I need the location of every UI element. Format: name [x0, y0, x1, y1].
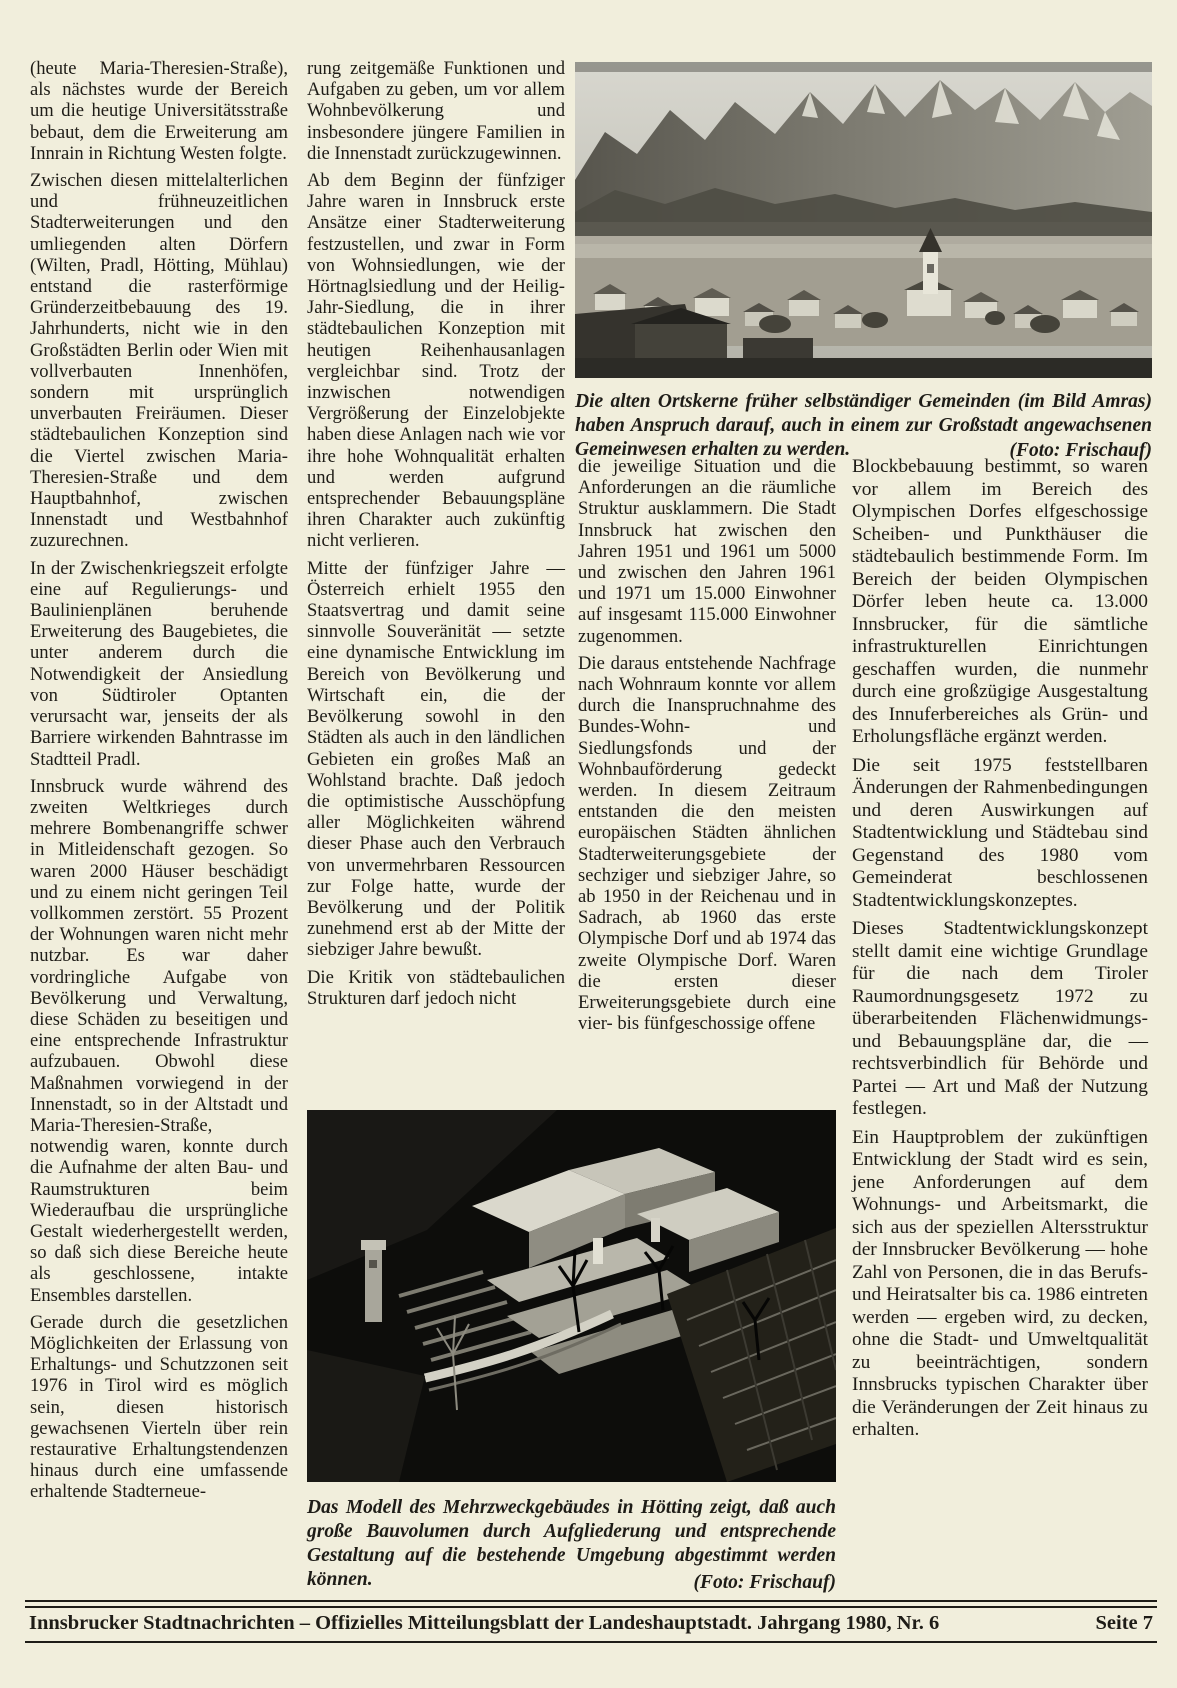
body-paragraph: Dieses Stadtentwicklungskonzept stellt damit eine wichtige Grundlage für die nach dem Tiroler Raumordnungsgesetz 1972 zu überarbeitenden Flächenwidmungs- und Bebauungspläne dar, die — rechtsverbindlich für Behörde und Partei — Art und Maß der Nutzung festlegen. — [852, 918, 1148, 1119]
body-paragraph: Ab dem Beginn der fünfziger Jahre waren in Innsbruck erste Ansätze einer Stadterweiterung festzustellen, und zwar in Form von Wohnsiedlungen, wie der Hörtnaglsiedlung und der Heilig-Jahr-Siedlung, die in ihrer städtebaulichen Konzeption mit heutigen Reihenhausanlagen vergleichbar sind. Trotz der inzwischen notwendigen Vergrößerung der Einzelobjekte haben diese Anlagen nach wie vor ihre hohe Wohnqualität erhalten und werden aufgrund entsprechender Bebauungspläne ihren Charakter auch zukünftig nicht verlieren. — [307, 170, 565, 552]
body-paragraph: Gerade durch die gesetzlichen Möglichkeiten der Erlassung von Erhaltungs- und Schutzzonen seit 1976 in Tirol wird es möglich sein, diesen historisch gewachsenen Vierteln über rein restaurative Erhaltungstendenzen hinaus durch eine umfassende erhaltende Stadterneue- — [30, 1311, 288, 1503]
body-paragraph: rung zeitgemäße Funktionen und Aufgaben zu geben, um vor allem Wohnbevölkerung und insbesondere jüngere Familien in die Innenstadt zurückzugewinnen. — [307, 58, 565, 164]
body-paragraph: die jeweilige Situation und die Anforderungen an die räumliche Struktur ausklammern. Die Stadt Innsbruck hat zwischen den Jahren 1951 und 1961 um 5000 und zwischen den Jahren 1961 und 1971 um 15.000 Einwohner auf insgesamt 115.000 Einwohner zugenommen. — [578, 456, 836, 647]
photo-edge-shade — [575, 62, 1152, 72]
body-paragraph: Innsbruck wurde während des zweiten Weltkrieges durch mehrere Bombenangriffe schwer in Mitleidenschaft gezogen. So waren 2000 Häuser beschädigt und zu einem nicht geringen Teil vollkommen zerstört. 55 Prozent der Wohnungen waren nicht mehr nutzbar. Es war daher vordringliche Aufgabe von Bevölkerung und Verwaltung, diese Schäden zu beseitigen und eine entsprechende Infrastruktur aufzubauen. Obwohl diese Maßnahmen vorwiegend in der Innenstadt, so in der Altstadt und Maria-Theresien-Straße, notwendig waren, konnte durch die Aufnahme der alten Bau- und Raumstrukturen beim Wiederaufbau die ursprüngliche Gestalt wiederhergestellt werden, so daß sich diese Bereiche heute als geschlossene, intakte Ensembles darstellen. — [30, 775, 288, 1306]
caption-text: Die alten Ortskerne früher selbständiger Gemeinden (im Bild Amras) haben Anspruch darauf, auch in einem zur Großstadt angewachsenen Gemeinwesen erhalten zu werden. — [575, 391, 1152, 460]
footer-page-number: Seite 7 — [1095, 1612, 1153, 1634]
photo-credit: (Foto: Frischauf) — [693, 1572, 836, 1593]
body-paragraph: Die daraus entstehende Nachfrage nach Wohnraum konnte vor allem durch die Inanspruchnahme des Bundes-Wohn- und Siedlungsfonds und der Wohnbauförderung gedeckt werden. In diesem Zeitraum entstanden die den meisten europäischen Städten ähnlichen Stadterweiterungsgebiete der sechziger und siebziger Jahre, so ab 1950 in der Reichenau und in Sadrach, ab 1960 das erste Olympische Dorf und ab 1974 das zweite Olympische Dorf. Waren die ersten dieser Erweiterungsgebiete durch eine vier- bis fünfgeschossige offene — [578, 652, 836, 1035]
body-paragraph: Mitte der fünfziger Jahre — Österreich erhielt 1955 den Staatsvertrag und damit seine sinnvolle Souveränität — setzte eine dynamische Entwicklung im Bereich von Bevölkerung und Wirtschaft ein, die der Bevölkerung sowohl in den Städten als auch in den ländlichen Gebieten ein großes Maß an Wohlstand brachte. Daß jedoch die optimistische Ausschöpfung aller Möglichkeiten während dieser Phase auch den Verbrauch von unvermehrbaren Ressourcen zur Folge hatte, wurde der Bevölkerung und der Politik zunehmend erst ab der Mitte der siebziger Jahre bewußt. — [307, 557, 565, 961]
text-column-3 — [578, 456, 836, 1040]
photo-credit: (Foto: Frischauf) — [1009, 440, 1152, 461]
amras-photo-caption — [575, 390, 1152, 464]
foreground-strip — [575, 358, 1152, 378]
hoetting-model-photo — [307, 1110, 836, 1482]
body-paragraph: (heute Maria-Theresien-Straße), als nächstes wurde der Bereich um die heutige Universitätsstraße bebaut, dem die Erweiterung am Innrain in Richtung Westen folgte. — [30, 58, 288, 164]
body-paragraph: Blockbebauung bestimmt, so waren vor allem im Bereich des Olympischen Dorfes elfgeschossige Scheiben- und Punkthäuser die städtebaulich bestimmende Form. Im Bereich der beiden Olympischen Dörfer leben heute ca. 13.000 Innsbrucker, für die sämtliche infrastrukturellen Einrichtungen geschaffen wurden, die nunmehr durch eine großzügige Ausgestaltung des Innuferbereiches als Grün- und Erholungsfläche ergänzt werden. — [852, 456, 1148, 747]
footer-bar — [25, 1600, 1157, 1643]
footer-rule-top — [25, 1600, 1157, 1602]
amras-panorama-illustration — [575, 62, 1152, 378]
body-paragraph: Zwischen diesen mittelalterlichen und frühneuzeitlichen Stadterweiterungen und den umliegenden alten Dörfern (Wilten, Pradl, Hötting, Mühlau) entstand die rasterförmige Gründerzeitbebauung des 19. Jahrhunderts, nicht wie in den Großstädten Berlin oder Wien mit vollverbauten Innenhöfen, sondern mit ursprünglich unverbauten Freiräumen. Dieser städtebaulichen Konzeption sind die Viertel zwischen Maria-Theresien-Straße und dem Hauptbahnhof, zwischen Innenstadt und Westbahnhof zuzurechnen. — [30, 170, 288, 552]
amras-panorama-photo — [575, 62, 1152, 378]
body-paragraph: Die seit 1975 feststellbaren Änderungen der Rahmenbedingungen und deren Auswirkungen auf Stadtentwicklung und Städtebau sind Gegenstand des 1980 vom Gemeinderat beschlossenen Stadtentwicklungskonzeptes. — [852, 754, 1148, 911]
body-paragraph: Ein Hauptproblem der zukünftigen Entwicklung der Stadt wird es sein, jene Anforderungen auf dem Wohnungs- und Arbeitsmarkt, die sich aus der speziellen Altersstruktur der Innsbrucker Bevölkerung — hohe Zahl von Personen, die in das Berufs- und Heiratsalter bis ca. 1986 eintreten werden — ergeben wird, zu decken, ohne die Stadt- und Umweltqualität zu beeinträchtigen, sondern Innsbrucks typischen Charakter über die Veränderungen der Zeit hinaus zu erhalten. — [852, 1126, 1148, 1440]
caption-text: Das Modell des Mehrzweckgebäudes in Hötting zeigt, daß auch große Bauvolumen durch Aufgliederung und entsprechende Gestaltung auf die bestehende Umgebung abgestimmt werden können. — [307, 1497, 836, 1590]
body-paragraph: In der Zwischenkriegszeit erfolgte eine auf Regulierungs- und Baulinienplänen beruhende Erweiterung des Baugebietes, die unter anderem durch die Notwendigkeit der Ansiedlung von Südtiroler Optanten verursacht war, jenseits der als Barriere wirkenden Bahntrasse im Stadtteil Pradl. — [30, 557, 288, 770]
text-column-4 — [852, 456, 1148, 1448]
model-photo-caption — [307, 1496, 836, 1596]
hoetting-model-illustration — [307, 1110, 836, 1482]
body-paragraph: Die Kritik von städtebaulichen Strukturen darf jedoch nicht — [307, 966, 565, 1009]
footer-publication-line: Innsbrucker Stadtnachrichten – Offizielles Mitteilungsblatt der Landeshauptstadt. Jahrgang 1980, Nr. 6 — [29, 1612, 940, 1634]
text-column-2 — [307, 58, 565, 1015]
text-column-1 — [30, 58, 288, 1509]
